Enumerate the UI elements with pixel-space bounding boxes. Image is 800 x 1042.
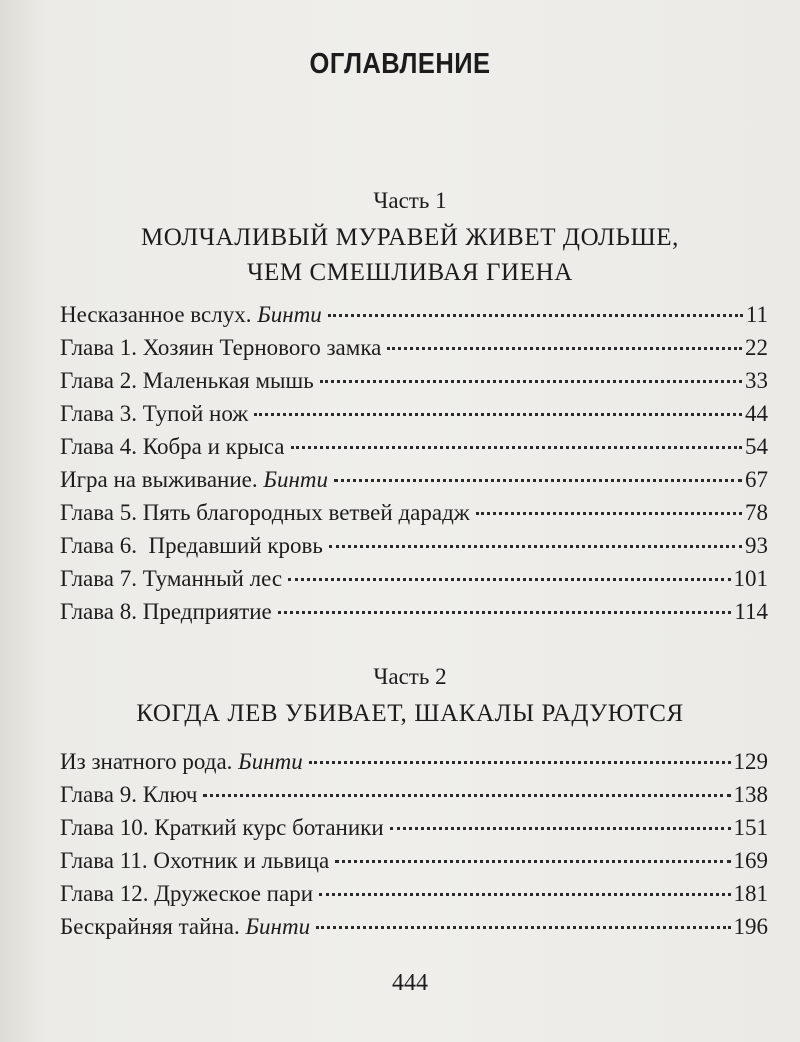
entry-label: Глава 9. Ключ xyxy=(60,782,198,807)
entry-page: 196 xyxy=(733,914,768,939)
entry-page: 54 xyxy=(745,434,768,459)
entry-label: Из знатного рода. Бинти xyxy=(60,749,303,774)
entry-author: Бинти xyxy=(257,302,322,327)
entry-page: 114 xyxy=(734,599,768,624)
toc-entry[interactable] xyxy=(60,496,768,529)
toc-entry[interactable] xyxy=(60,910,768,943)
dot-leader xyxy=(278,610,732,614)
entry-author: Бинти xyxy=(263,467,328,492)
entry-page: 78 xyxy=(745,500,768,525)
entry-label: Бескрайняя тайна. Бинти xyxy=(60,914,311,939)
entry-page: 129 xyxy=(733,749,768,774)
part-1-title-line-1: МОЛЧАЛИВЫЙ МУРАВЕЙ ЖИВЕТ ДОЛЬШЕ, xyxy=(140,224,680,251)
dot-leader xyxy=(390,826,731,830)
entry-label: Глава 10. Краткий курс ботаники xyxy=(60,815,384,840)
entry-page: 181 xyxy=(733,881,768,906)
part-2-label: Часть 2 xyxy=(373,664,447,689)
toc-entry[interactable] xyxy=(60,331,768,364)
entry-label: Глава 1. Хозяин Тернового замка xyxy=(60,335,382,360)
part-2-entries xyxy=(60,745,768,943)
toc-entry[interactable] xyxy=(60,778,768,811)
part-2-title-line-1: КОГДА ЛЕВ УБИВАЕТ, ШАКАЛЫ РАДУЮТСЯ xyxy=(136,700,684,727)
entry-page: 33 xyxy=(745,368,768,393)
dot-leader xyxy=(387,346,742,350)
entry-page: 101 xyxy=(733,566,768,591)
dot-leader xyxy=(476,511,742,515)
entry-page: 93 xyxy=(745,533,768,558)
toc-entry[interactable] xyxy=(60,364,768,397)
entry-label: Глава 5. Пять благородных ветвей дарадж xyxy=(60,500,470,525)
dot-leader xyxy=(288,577,730,581)
toc-entry[interactable] xyxy=(60,745,768,778)
entry-label: Глава 4. Кобра и крыса xyxy=(60,434,285,459)
toc-entry[interactable] xyxy=(60,529,768,562)
entry-page: 138 xyxy=(733,782,768,807)
dot-leader xyxy=(328,313,743,317)
entry-page: 22 xyxy=(745,335,768,360)
dot-leader xyxy=(254,412,742,416)
entry-label: Глава 2. Маленькая мышь xyxy=(60,368,314,393)
toc-entry[interactable] xyxy=(60,430,768,463)
page-number: 444 xyxy=(392,970,428,996)
entry-author: Бинти xyxy=(238,749,303,774)
dot-leader xyxy=(319,892,731,896)
part-1-entries xyxy=(60,298,768,628)
dot-leader xyxy=(320,379,742,383)
entry-page: 11 xyxy=(745,302,768,327)
toc-entry[interactable] xyxy=(60,298,768,331)
entry-label: Глава 8. Предприятие xyxy=(60,599,272,624)
entry-page: 169 xyxy=(733,848,768,873)
dot-leader xyxy=(316,925,730,929)
toc-entry[interactable] xyxy=(60,397,768,430)
entry-label: Глава 12. Дружеское пари xyxy=(60,881,313,906)
entry-page: 67 xyxy=(745,467,768,492)
dot-leader xyxy=(334,478,742,482)
toc-entry[interactable] xyxy=(60,463,768,496)
entry-label: Глава 11. Охотник и львица xyxy=(60,848,330,873)
entry-label: Несказанное вслух. Бинти xyxy=(60,302,322,327)
dot-leader xyxy=(309,760,731,764)
dot-leader xyxy=(203,793,730,797)
entry-page: 44 xyxy=(745,401,768,426)
dot-leader xyxy=(329,544,742,548)
entry-label: Глава 3. Тупой нож xyxy=(60,401,249,426)
part-1-title-line-2: ЧЕМ СМЕШЛИВАЯ ГИЕНА xyxy=(247,259,573,286)
toc-entry[interactable] xyxy=(60,844,768,877)
entry-label: Игра на выживание. Бинти xyxy=(60,467,328,492)
entry-author: Бинти xyxy=(245,914,311,939)
toc-entry[interactable] xyxy=(60,562,768,595)
part-1-label: Часть 1 xyxy=(373,188,447,213)
dot-leader xyxy=(291,445,742,449)
dot-leader xyxy=(335,859,730,863)
entry-label: Глава 7. Туманный лес xyxy=(60,566,283,591)
toc-entry[interactable] xyxy=(60,877,768,910)
entry-page: 151 xyxy=(733,815,768,840)
toc-entry[interactable] xyxy=(60,811,768,844)
page-title: ОГЛАВЛЕНИЕ xyxy=(309,48,491,80)
toc-entry[interactable] xyxy=(60,595,768,628)
entry-label: Глава 6. Предавший кровь xyxy=(60,533,323,558)
